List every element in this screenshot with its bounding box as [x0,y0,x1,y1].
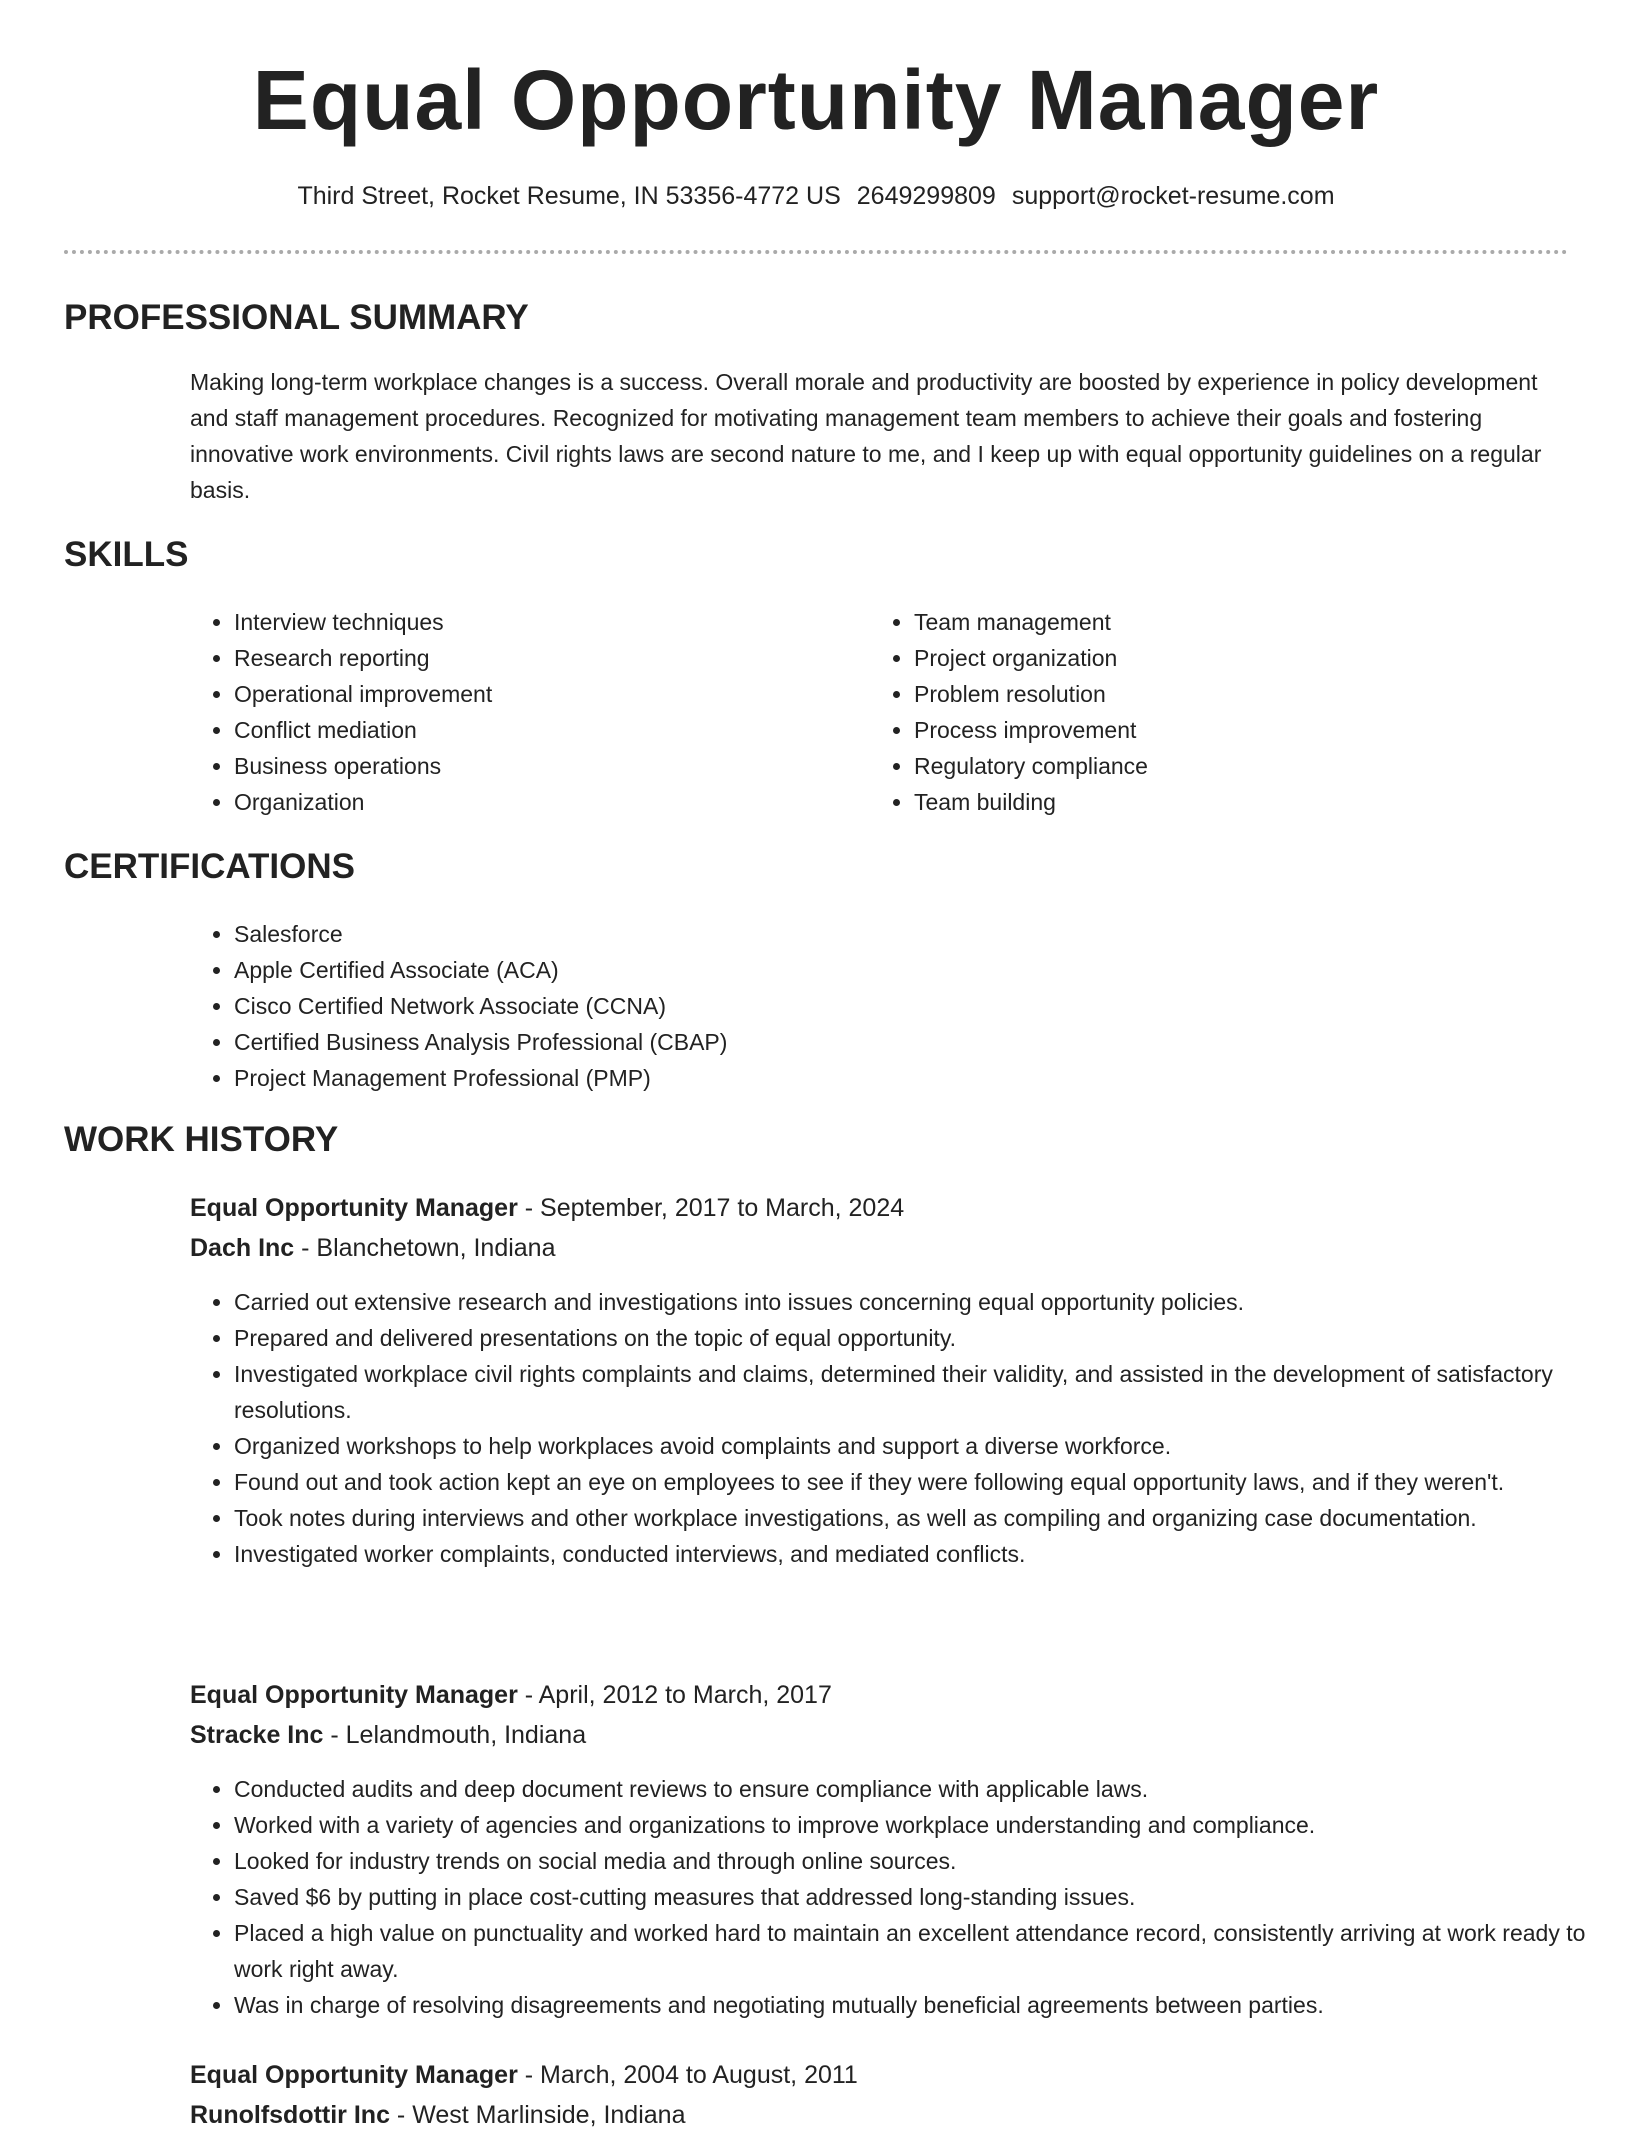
skills-list-left [190,604,874,820]
job-bullet: • Worked with a variety of agencies and organizations to improve workplace understanding and compliance. [234,1807,1604,1843]
job-bullets [190,1284,1604,1572]
skills-heading: SKILLS [64,535,189,574]
candidate-name: Equal Opportunity Manager [252,53,1380,147]
job-title-line [190,2055,1560,2095]
skill-item: • Team management [914,604,1554,640]
job-bullet: • Placed a high value on punctuality and worked hard to maintain an excellent attendance record, consistently arriving at work ready to work right away. [234,1915,1604,1987]
job-bullet: • Prepared and delivered presentations on the topic of equal opportunity. [234,1320,1604,1356]
skill-item: • Problem resolution [914,676,1554,712]
certification-item: • Cisco Certified Network Associate (CCNA) [234,988,1604,1024]
job-bullet: • Found out and took action kept an eye on employees to see if they were following equal opportunity laws, and if they weren't. [234,1464,1604,1500]
skill-item: • Project organization [914,640,1554,676]
job-dates: - April, 2012 to March, 2017 [517,1681,832,1709]
skill-item: • Operational improvement [234,676,874,712]
certifications-list [190,916,1604,1096]
job-title-line [190,1188,1560,1228]
job-company: Runolfsdottir Inc [190,2101,390,2129]
job-dates: - September, 2017 to March, 2024 [517,1194,905,1222]
address-text: Third Street, Rocket Resume, IN 53356-4772 US [297,182,841,210]
job-dates: - March, 2004 to August, 2011 [517,2061,858,2089]
contact-line [0,182,1632,211]
job-company-line [190,1715,1560,1755]
phone-text: 2649299809 [856,182,996,210]
job-company: Dach Inc [190,1234,295,1262]
job-company: Stracke Inc [190,1721,324,1749]
summary-text: Making long-term workplace changes is a success. Overall morale and productivity are boosted by experience in policy development and staff management procedures. Recognized for motivating management team members to achieve their goals and fostering innovative work environments. Civil rights laws are second nature to me, and I keep up with equal opportunity guidelines on a regular basis. [190,369,1542,503]
skills-list-right [870,604,1554,820]
work-history-heading: WORK HISTORY [64,1120,339,1159]
skill-item: • Team building [914,784,1554,820]
certification-item: • Project Management Professional (PMP) [234,1060,1604,1096]
certification-item: • Certified Business Analysis Professional (CBAP) [234,1024,1604,1060]
job-bullet: • Saved $6 by putting in place cost-cutting measures that addressed long-standing issues. [234,1879,1604,1915]
job-bullet: • Conducted audits and deep document reviews to ensure compliance with applicable laws. [234,1771,1604,1807]
skill-item: • Conflict mediation [234,712,874,748]
skill-item: • Process improvement [914,712,1554,748]
email-text: support@rocket-resume.com [1011,182,1335,210]
job-bullet: • Organized workshops to help workplaces avoid complaints and support a diverse workforce. [234,1428,1604,1464]
job-company-line [190,1228,1560,1268]
summary-heading: PROFESSIONAL SUMMARY [64,298,529,337]
job-title-line [190,1675,1560,1715]
job-bullet: • Took notes during interviews and other workplace investigations, as well as compiling and organizing case documentation. [234,1500,1604,1536]
job-bullet: • Investigated workplace civil rights complaints and claims, determined their validity, and assisted in the development of satisfactory resolutions. [234,1356,1604,1428]
skill-item: • Research reporting [234,640,874,676]
job-company-line [190,2095,1560,2135]
job-role: Equal Opportunity Manager [190,1194,518,1222]
job-location: - Lelandmouth, Indiana [323,1721,587,1749]
skill-item: • Regulatory compliance [914,748,1554,784]
job-bullet: • Investigated worker complaints, conducted interviews, and mediated conflicts. [234,1536,1604,1572]
job-location: - West Marlinside, Indiana [389,2101,686,2129]
certification-item: • Apple Certified Associate (ACA) [234,952,1604,988]
skill-item: • Interview techniques [234,604,874,640]
skill-item: • Organization [234,784,874,820]
job-role: Equal Opportunity Manager [190,2061,518,2089]
certifications-heading: CERTIFICATIONS [64,847,356,886]
job-bullet: • Was in charge of resolving disagreements and negotiating mutually beneficial agreements between parties. [234,1987,1604,2023]
job-location: - Blanchetown, Indiana [294,1234,556,1262]
certification-item: • Salesforce [234,916,1604,952]
job-role: Equal Opportunity Manager [190,1681,518,1709]
job-bullet: • Carried out extensive research and investigations into issues concerning equal opportunity policies. [234,1284,1604,1320]
job-bullet: • Looked for industry trends on social media and through online sources. [234,1843,1604,1879]
header-divider [64,250,1568,254]
job-bullets [190,1771,1604,2023]
skill-item: • Business operations [234,748,874,784]
